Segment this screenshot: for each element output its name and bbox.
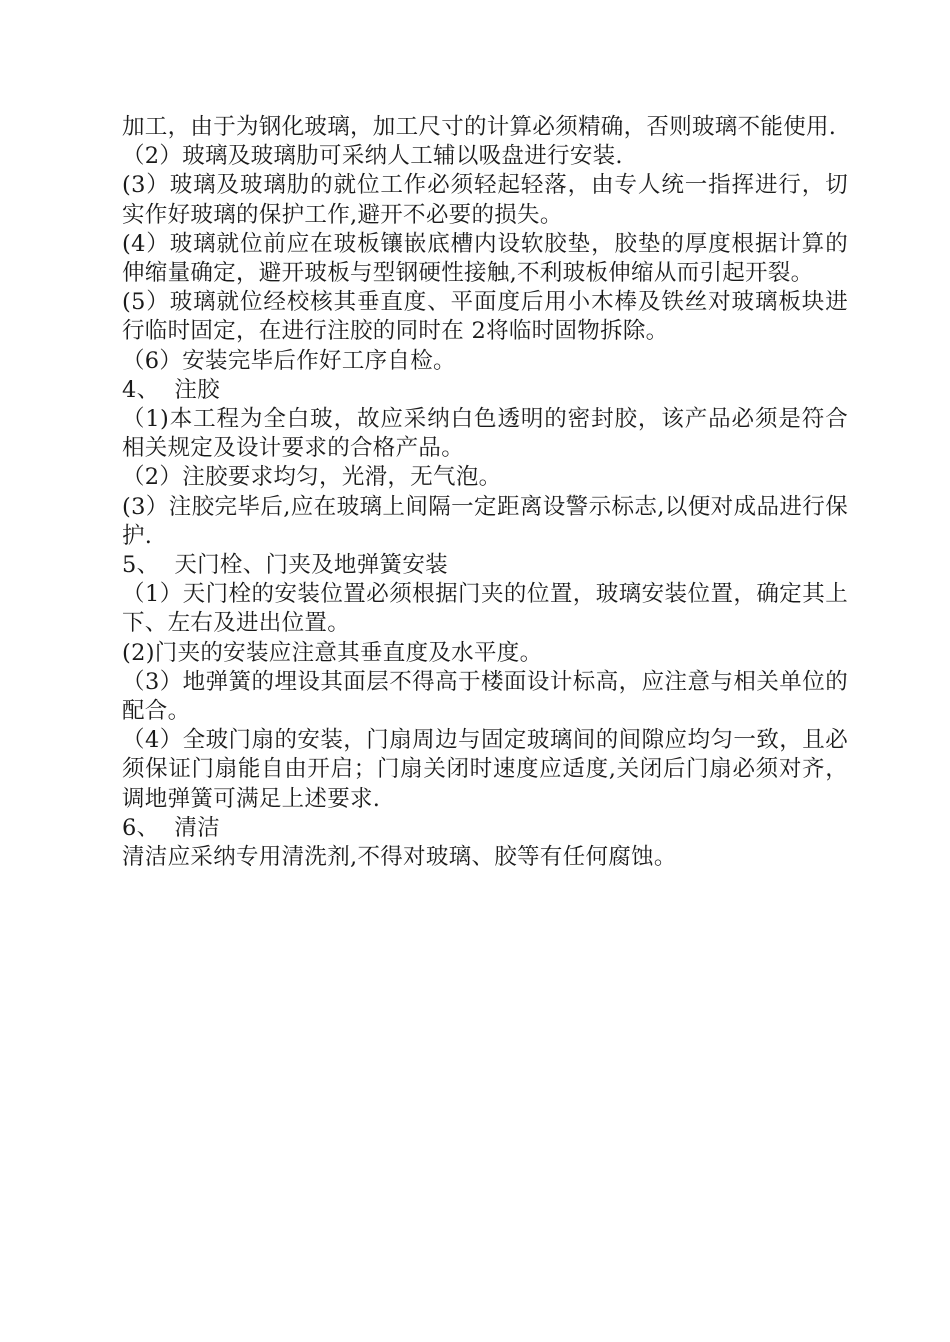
paragraph-install-item-5: (5）玻璃就位经校核其垂直度、平面度后用小木棒及铁丝对玻璃板块进行临时固定，在进行注胶的同时在 2将临时固物拆除。 bbox=[122, 289, 848, 345]
section-heading-cleaning: 6、 清洁 bbox=[122, 814, 220, 841]
paragraph-sealant-item-2: （2）注胶要求均匀，光滑，无气泡。 bbox=[122, 464, 502, 491]
section-heading-sealant: 4、 注胶 bbox=[122, 376, 220, 403]
paragraph-hardware-item-1: （1）天门栓的安装位置必须根据门夹的位置，玻璃安装位置，确定其上下、左右及进出位置。 bbox=[122, 581, 848, 637]
paragraph-glass-processing: 加工，由于为钢化玻璃，加工尺寸的计算必须精确，否则玻璃不能使用. bbox=[122, 114, 837, 140]
document-body bbox=[122, 113, 848, 872]
paragraph-hardware-item-2: (2)门夹的安装应注意其垂直度及水平度。 bbox=[122, 639, 543, 666]
paragraph-cleaning: 清洁应采纳专用清洗剂,不得对玻璃、胶等有任何腐蚀。 bbox=[122, 844, 677, 871]
paragraph-hardware-item-4: （4）全玻门扇的安装，门扇周边与固定玻璃间的间隙应均匀一致，且必须保证门扇能自由开启；门扇关闭时速度应适度,关闭后门扇必须对齐，调地弹簧可满足上述要求. bbox=[122, 727, 848, 812]
paragraph-install-item-6: （6）安装完毕后作好工序自检。 bbox=[122, 347, 456, 374]
paragraph-install-item-4: (4）玻璃就位前应在玻板镶嵌底槽内设软胶垫，胶垫的厚度根据计算的伸缩量确定，避开玻板与型钢硬性接触,不利玻板伸缩从而引起开裂。 bbox=[122, 230, 848, 287]
section-heading-door-hardware: 5、 天门栓、门夹及地弹簧安装 bbox=[122, 552, 448, 579]
paragraph-hardware-item-3: （3）地弹簧的埋设其面层不得高于楼面设计标高，应注意与相关单位的配合。 bbox=[122, 668, 848, 725]
paragraph-sealant-item-3: (3）注胶完毕后,应在玻璃上间隔一定距离设警示标志,以便对成品进行保护. bbox=[122, 493, 848, 549]
paragraph-install-item-3: (3）玻璃及玻璃肋的就位工作必须轻起轻落，由专人统一指挥进行，切实作好玻璃的保护工作,避开不必要的损失。 bbox=[122, 172, 848, 228]
paragraph-sealant-item-1: （1)本工程为全白玻，故应采纳白色透明的密封胶，该产品必须是符合相关规定及设计要求的合格产品。 bbox=[122, 406, 848, 462]
paragraph-install-item-2: （2）玻璃及玻璃肋可采纳人工辅以吸盘进行安装. bbox=[122, 143, 623, 170]
